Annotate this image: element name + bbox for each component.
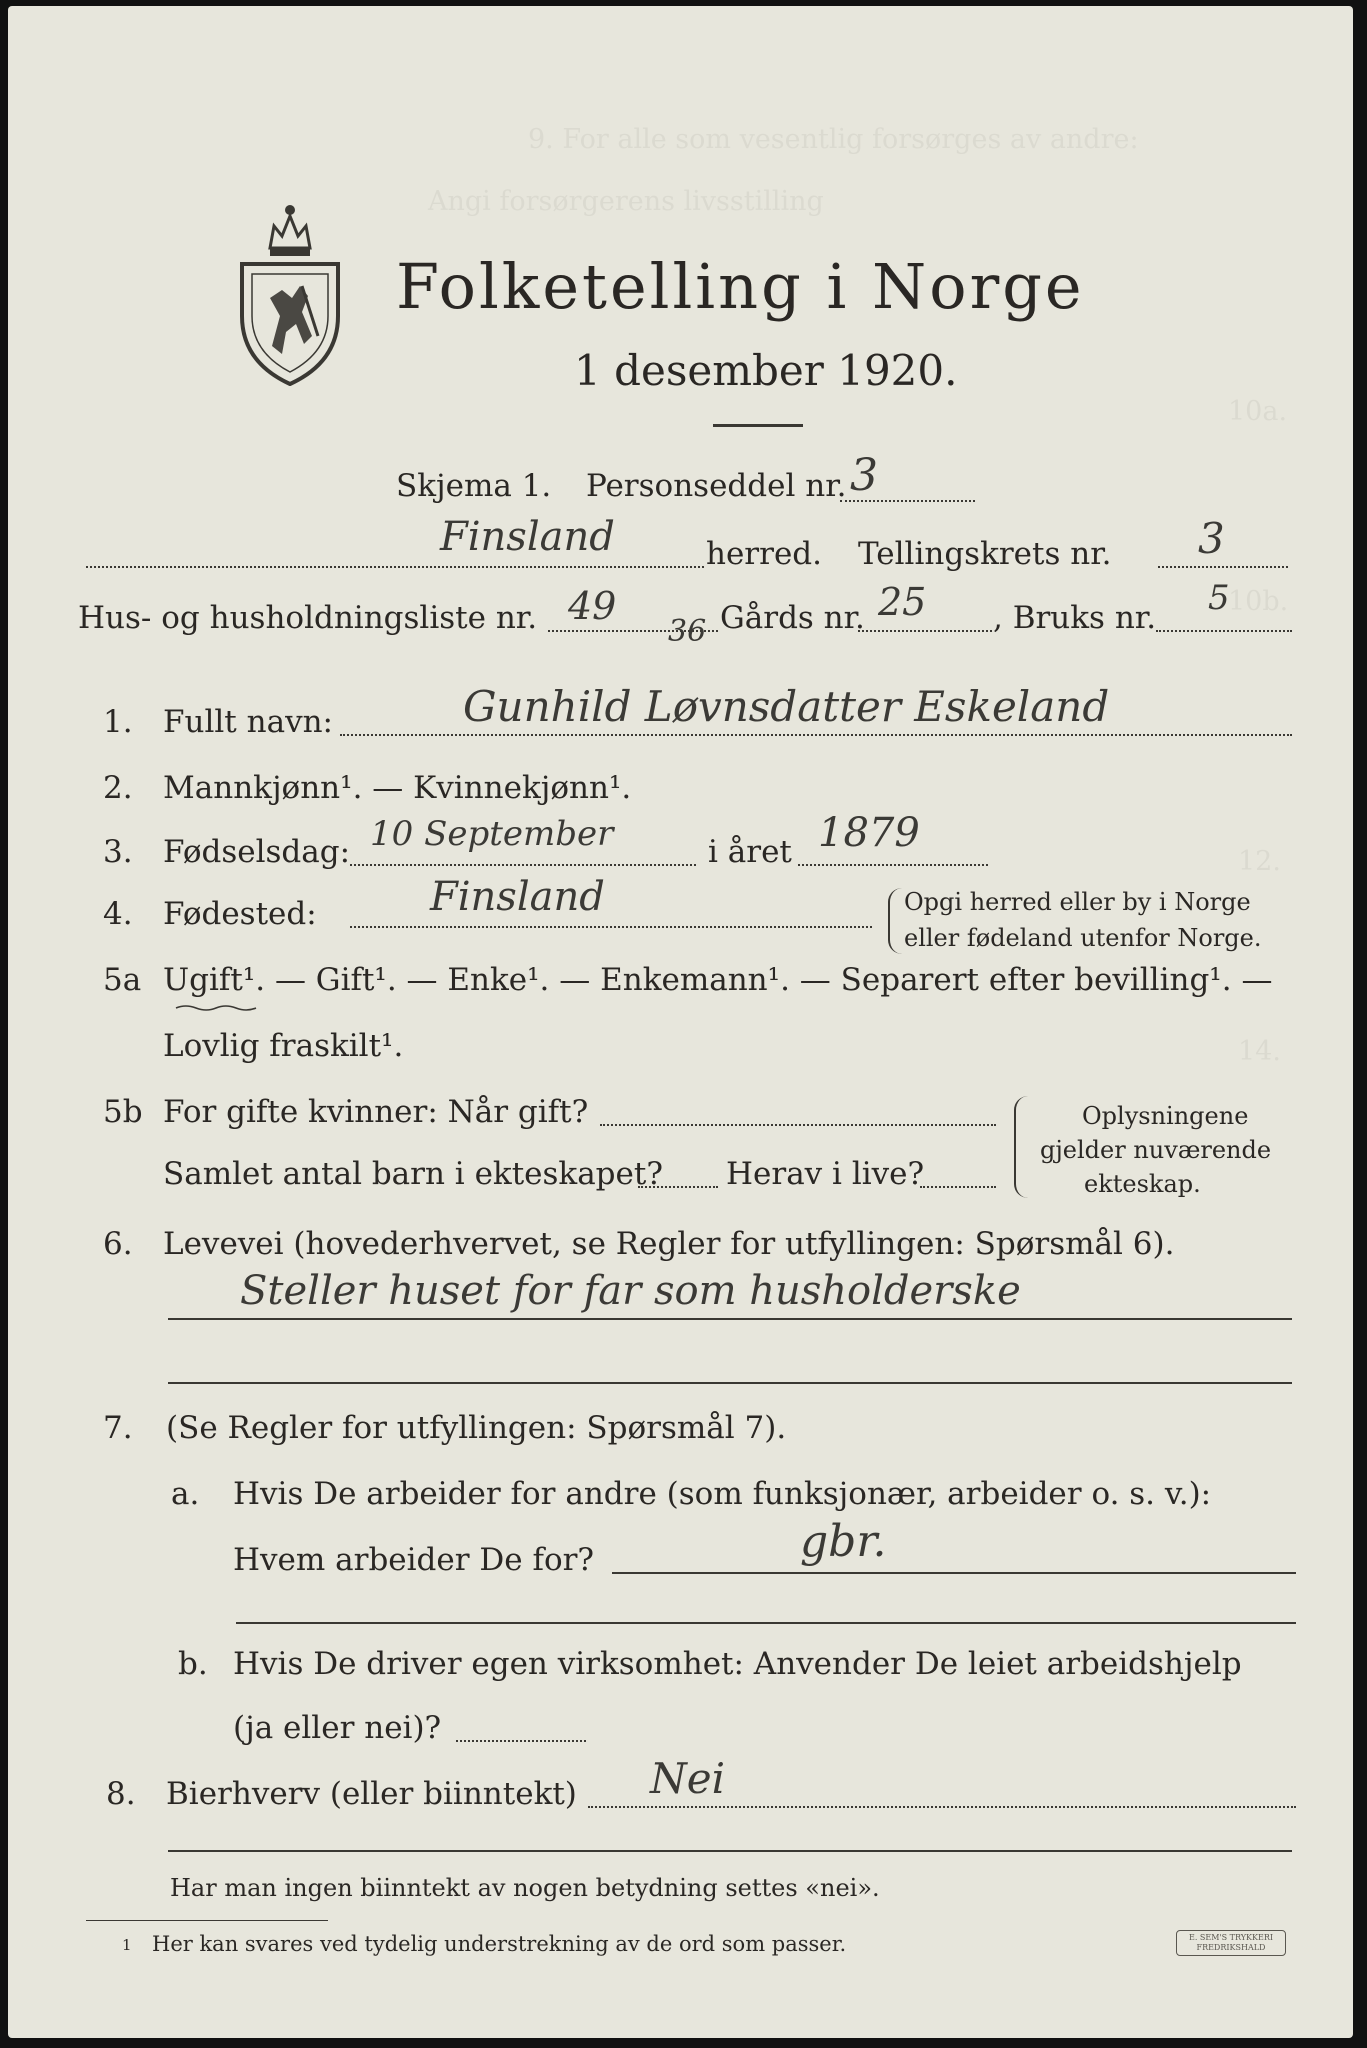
q7-label: (Se Regler for utfyllingen: Spørsmål 7). [166,1410,787,1446]
bruks-value: 5 [1208,578,1230,618]
q4-line [350,926,872,928]
q2-number: 2. [103,770,133,806]
census-date: 1 desember 1920. [574,346,958,395]
form-title: Folketelling i Norge [396,250,1085,323]
footnote-divider [86,1920,328,1921]
personseddel-value: 3 [850,450,878,501]
q7a-line2: Hvem arbeider De for? [233,1542,595,1578]
gards-line [858,630,992,632]
q3-year-label: i året [708,834,792,870]
q5b-barn-line [638,1186,718,1188]
bruks-label: , Bruks nr. [993,600,1157,636]
herred-line [86,566,704,568]
q7a-value: gbr. [800,1516,887,1567]
q5b-label2: Samlet antal barn i ekteskapet? [163,1156,663,1192]
q3-day-line [350,864,696,866]
herred-value: Finsland [440,514,615,560]
q8-number: 8. [106,1776,136,1812]
stamp-line2: FREDRIKSHALD [1196,1943,1266,1952]
title-divider [713,424,803,427]
q6-value: Steller huset for far som husholderske [240,1268,1021,1314]
personseddel-label: Personseddel nr. [586,468,847,504]
q4-number: 4. [103,896,133,932]
q8-value: Nei [650,1754,726,1803]
footnote-mark: 1 [122,1936,132,1954]
q1-value: Gunhild Løvnsdatter Eskeland [463,682,1110,731]
q7a-letter: a. [171,1476,200,1512]
q6-line2 [168,1382,1292,1384]
gards-value: 25 [878,580,927,624]
q1-line [340,734,1292,736]
tellingskrets-label: Tellingskrets nr. [858,536,1112,572]
q7b-letter: b. [178,1646,208,1682]
q7b-line2: (ja eller nei)? [233,1710,442,1746]
norway-coat-of-arms-icon [230,186,350,386]
bleed-through-text: 14. [1238,1036,1281,1067]
q7-number: 7. [103,1410,133,1446]
q6-line1 [168,1318,1292,1320]
q4-note-brace [888,888,902,954]
husliste-value: 49 [568,584,617,628]
footer-note: Har man ingen biinntekt av nogen betydning settes «nei». [170,1874,880,1902]
q4-note-line1: Opgi herred eller by i Norge [904,888,1251,916]
tellingskrets-line [1158,566,1288,568]
q5b-label3: Herav i live? [726,1156,925,1192]
q8-line [588,1806,1296,1808]
q5b-label1: For gifte kvinner: Når gift? [163,1094,589,1130]
q5a-line1: Ugift¹. — Gift¹. — Enke¹. — Enkemann¹. — Separert efter bevilling¹. — [163,962,1273,998]
q5b-note1: Oplysningene [1082,1102,1249,1130]
q4-note-line2: eller fødeland utenfor Norge. [904,924,1262,952]
herred-label: herred. [706,536,822,572]
bleed-through-text: 10a. [1228,396,1288,427]
q5b-live-line [920,1186,996,1188]
q7b-line1: Hvis De driver egen virksomhet: Anvender De leiet arbeidshjelp [233,1646,1242,1682]
husliste-label: Hus- og husholdningsliste nr. [78,600,538,636]
q4-label: Fødested: [163,896,317,932]
printer-stamp [1176,1930,1286,1956]
bleed-through-text: 9. For alle som vesentlig forsørges av andre: [528,124,1139,155]
q6-number: 6. [103,1226,133,1262]
q3-day-value: 10 September [370,814,614,854]
schema-label: Skjema 1. [396,468,552,504]
q5a-line2: Lovlig fraskilt¹. [163,1028,404,1064]
footnote-text: Her kan svares ved tydelig understrekning av de ord som passer. [152,1932,847,1956]
husliste-value-correction: 36 [668,614,707,649]
q1-number: 1. [103,704,133,740]
stamp-line1: E. SEM'S TRYKKERI [1188,1933,1274,1942]
bleed-through-text: 10b. [1228,586,1289,617]
gards-label: Gårds nr. [720,600,865,636]
ugift-underline [166,1004,266,1012]
q5b-note-brace [1014,1096,1028,1198]
q5b-note2: gjelder nuværende [1040,1136,1272,1164]
q2-label: Mannkjønn¹. — Kvinnekjønn¹. [163,770,632,806]
bruks-line [1156,630,1292,632]
q7a-extra-line [236,1622,1296,1624]
q5b-note3: ekteskap. [1084,1170,1201,1198]
q6-label: Levevei (hovederhvervet, se Regler for utfyllingen: Spørsmål 6). [163,1226,1175,1262]
q8-extra-line [168,1850,1292,1852]
bleed-through-text: 12. [1238,846,1281,877]
q3-label: Fødselsdag: [163,834,351,870]
q3-year-line [798,864,988,866]
census-form [8,6,1353,2038]
tellingskrets-value: 3 [1198,514,1225,563]
q1-label: Fullt navn: [163,704,333,740]
q7b-answer-line [456,1740,586,1742]
q5b-gift-line [600,1124,996,1126]
q3-number: 3. [103,834,133,870]
q7a-answer-line [612,1572,1296,1574]
q3-year-value: 1879 [818,810,920,856]
q7a-line1: Hvis De arbeider for andre (som funksjonær, arbeider o. s. v.): [233,1476,1212,1512]
bleed-through-text: Angi forsørgerens livsstilling [428,186,824,217]
q8-label: Bierhverv (eller biinntekt) [166,1776,577,1812]
q5b-number: 5b [103,1094,143,1130]
q5a-number: 5a [103,962,142,998]
q4-value: Finsland [430,874,605,920]
